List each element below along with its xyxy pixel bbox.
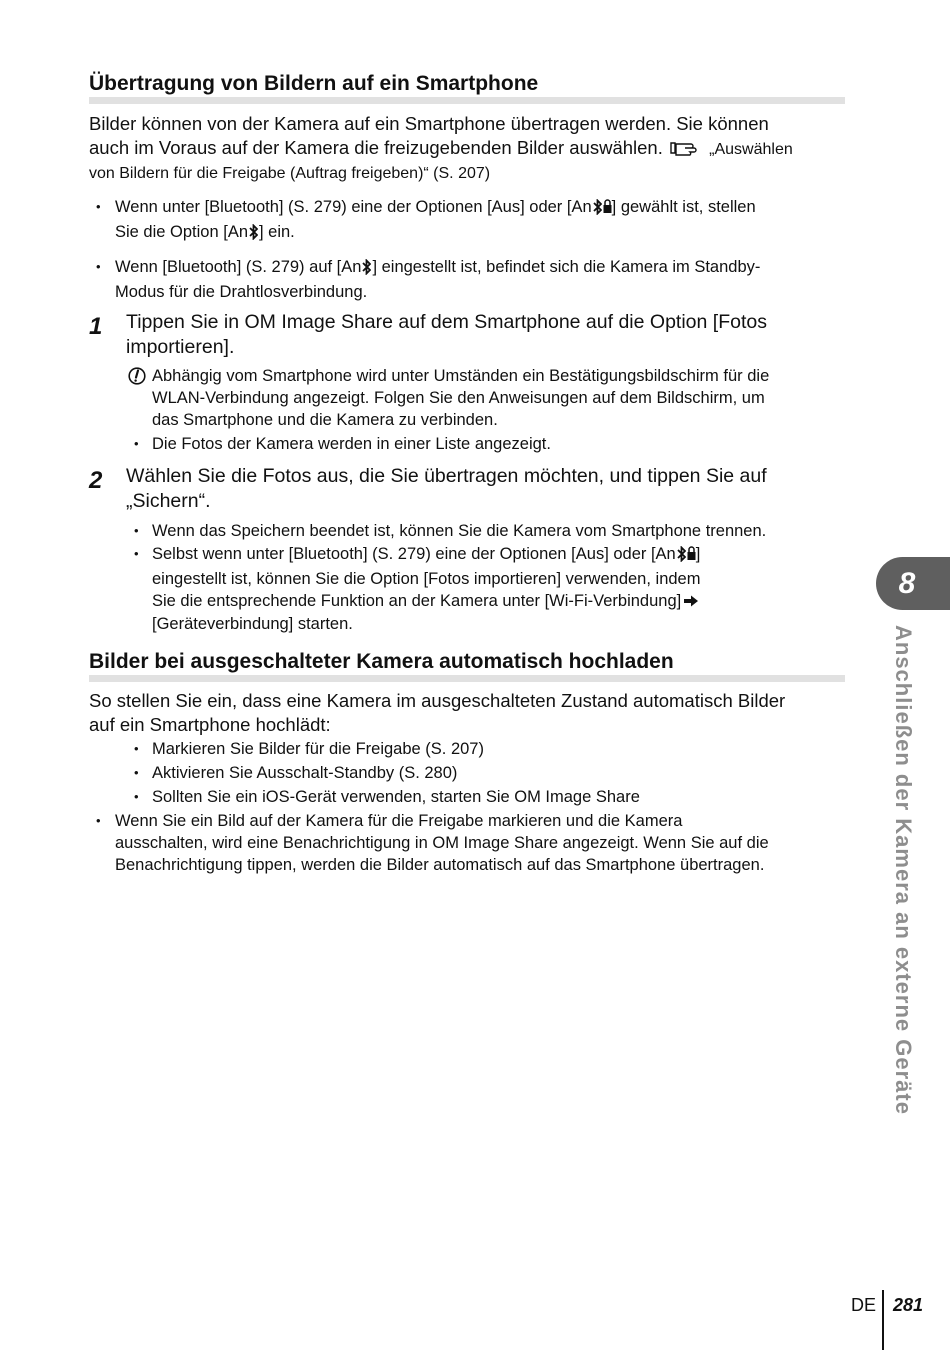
page-number: 281 — [893, 1295, 924, 1315]
chapter-tab — [876, 557, 950, 610]
lock-icon — [603, 198, 612, 220]
intro-line: auf ein Smartphone hochlädt: — [89, 714, 331, 735]
bullet-import-option — [152, 543, 845, 635]
bullet-notification — [115, 810, 845, 876]
step-instruction — [126, 310, 826, 360]
language-code: DE — [851, 1295, 877, 1315]
bullet-text: ] eingestellt ist, befindet sich die Kamera im Standby- — [372, 258, 761, 276]
section-heading-transfer: Übertragung von Bildern auf ein Smartphone — [89, 71, 845, 104]
bullet-photo-list: • Die Fotos der Kamera werden in einer Liste angezeigt. — [152, 433, 845, 455]
bullet-text: [Geräteverbindung] starten. — [152, 615, 353, 633]
bullet-text: ] — [695, 545, 701, 563]
caution-note — [152, 365, 845, 431]
bluetooth-icon — [362, 259, 371, 281]
intro-text: auch im Voraus auf der Kamera die freizugebenden Bilder auswählen. — [89, 137, 663, 158]
bullet-text: Modus für die Drahtlosverbindung. — [115, 283, 368, 301]
note-line: Abhängig vom Smartphone wird unter Umständen ein Bestätigungsbildschirm für die — [152, 367, 770, 385]
chapter-title: Anschließen der Kamera an externe Geräte — [891, 625, 916, 1115]
step-line: Wählen Sie die Fotos aus, die Sie übertragen möchten, und tippen Sie auf — [126, 465, 767, 487]
bluetooth-icon — [677, 546, 686, 568]
intro-line: Bilder können von der Kamera auf ein Smartphone übertragen werden. Sie können — [89, 113, 769, 134]
reference-text: „Auswählen — [709, 141, 793, 158]
bullet-text: Sie die Option [An — [115, 223, 248, 241]
lock-icon — [687, 545, 696, 567]
bullet-text: ] gewählt ist, stellen — [611, 198, 756, 216]
intro-line — [89, 136, 845, 162]
bullet-text: Wenn unter [Bluetooth] (S. 279) eine der Optionen [Aus] oder [An — [115, 198, 592, 216]
bullet-standby — [115, 256, 845, 303]
bullet-text: • Wenn Sie ein Bild auf der Kamera für die Freigabe markieren und die Kamera — [115, 812, 683, 830]
step-number: 2 — [89, 467, 103, 494]
bullet-save-done: • Wenn das Speichern beendet ist, können Sie die Kamera vom Smartphone trennen. — [152, 520, 845, 542]
step-line: importieren]. — [126, 336, 235, 358]
note-line: das Smartphone und die Kamera zu verbinden. — [152, 411, 498, 429]
bullet-text: Selbst wenn unter [Bluetooth] (S. 279) eine der Optionen [Aus] oder [An — [152, 545, 676, 563]
intro-paragraph — [89, 112, 845, 186]
intro-line: So stellen Sie ein, dass eine Kamera im ausgeschalteten Zustand automatisch Bilder — [89, 690, 786, 711]
bullet-bluetooth-off — [115, 196, 845, 246]
chapter-number: 8 — [898, 567, 916, 600]
bluetooth-icon — [593, 199, 602, 221]
reference-text: von Bildern für die Freigabe (Auftrag freigeben)“ (S. 207) — [89, 165, 491, 182]
bullet-text: eingestellt ist, können Sie die Option [Fotos importieren] verwenden, indem — [152, 570, 701, 588]
footer-divider — [882, 1290, 884, 1350]
bullet-text: ausschalten, wird eine Benachrichtigung in OM Image Share angezeigt. Wenn Sie auf die — [115, 834, 769, 852]
list-item: • Sollten Sie ein iOS-Gerät verwenden, starten Sie OM Image Share — [152, 786, 845, 808]
auto-upload-intro — [89, 689, 845, 737]
section-heading-auto-upload: Bilder bei ausgeschalteter Kamera automatisch hochladen — [89, 649, 845, 682]
pointing-hand-icon — [670, 138, 700, 162]
right-arrow-icon — [683, 591, 699, 613]
bullet-text: Wenn [Bluetooth] (S. 279) auf [An — [115, 258, 362, 276]
step-instruction — [126, 464, 826, 514]
list-item: • Aktivieren Sie Ausschalt-Standby (S. 280) — [152, 762, 845, 784]
note-line: WLAN-Verbindung angezeigt. Folgen Sie den Anweisungen auf dem Bildschirm, um — [152, 389, 765, 407]
bullet-text: ] ein. — [259, 223, 295, 241]
bullet-text: Sie die entsprechende Funktion an der Kamera unter [Wi-Fi-Verbindung] — [152, 592, 682, 610]
step-number: 1 — [89, 313, 103, 340]
step-line: „Sichern“. — [126, 490, 211, 512]
bullet-text: Benachrichtigung tippen, werden die Bilder automatisch auf das Smartphone übertragen. — [115, 856, 765, 874]
bluetooth-icon — [249, 224, 258, 246]
step-line: Tippen Sie in OM Image Share auf dem Smartphone auf die Option [Fotos — [126, 311, 767, 333]
caution-icon — [128, 367, 146, 391]
list-item: • Markieren Sie Bilder für die Freigabe (S. 207) — [152, 738, 845, 760]
